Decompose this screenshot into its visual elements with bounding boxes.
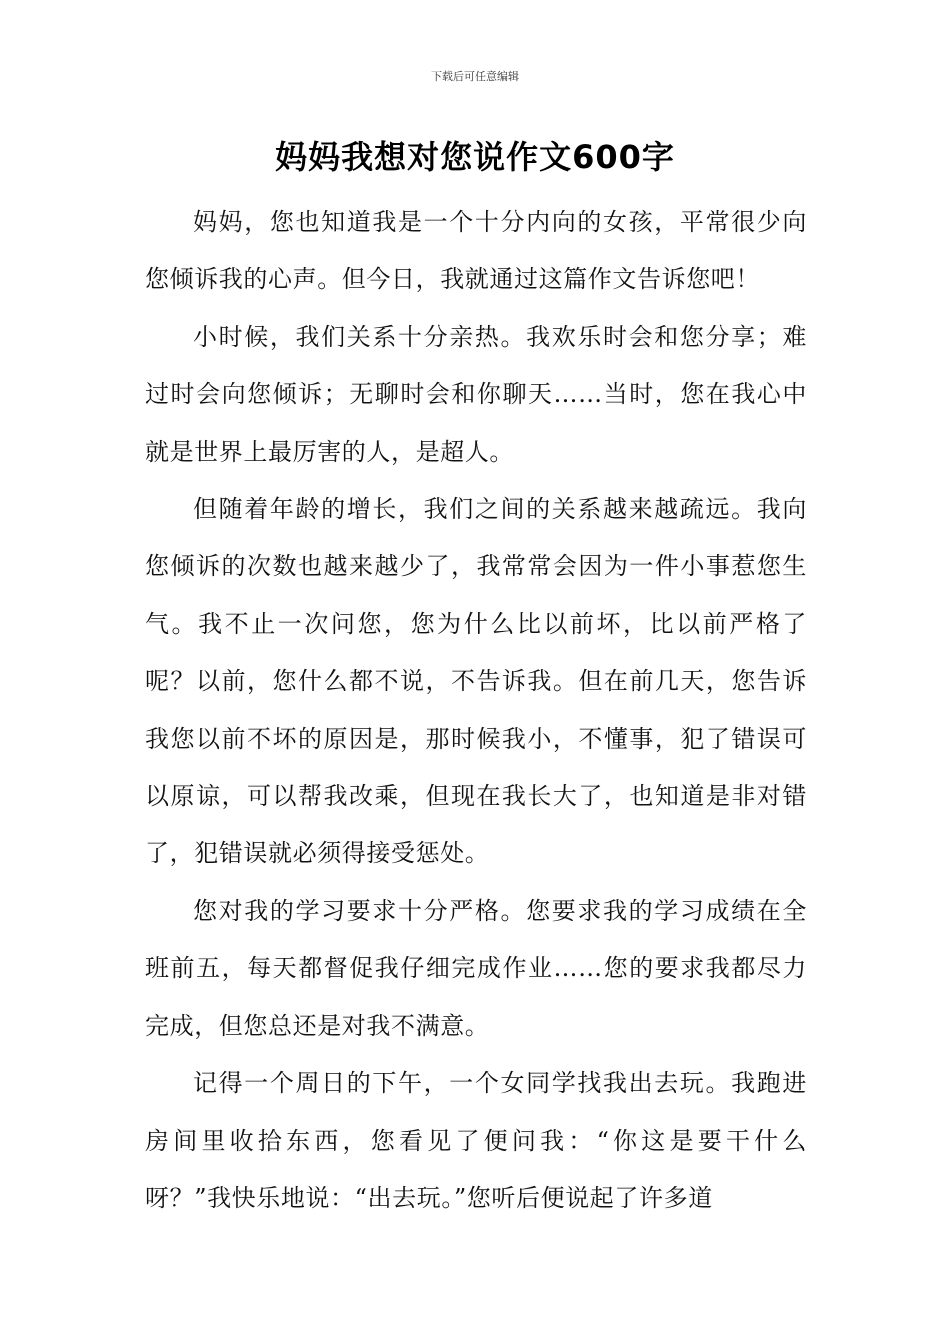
paragraph-5: 记得一个周日的下午，一个女同学找我出去玩。我跑进房间里收拾东西，您看见了便问我：“你这是要干什么呀？”我快乐地说：“出去玩。”您听后便说起了许多道 xyxy=(145,1069,807,1212)
document-body xyxy=(145,194,807,1227)
paragraph-1: 妈妈，您也知道我是一个十分内向的女孩，平常很少向您倾诉我的心声。但今日，我就通过这篇作文告诉您吧！ xyxy=(145,208,807,294)
paragraph-4: 您对我的学习要求十分严格。您要求我的学习成绩在全班前五，每天都督促我仔细完成作业……您的要求我都尽力完成，但您总还是对我不满意。 xyxy=(145,896,807,1040)
paragraph-3: 但随着年龄的增长，我们之间的关系越来越疏远。我向您倾诉的次数也越来越少了，我常常会因为一件小事惹您生气。我不止一次问您，您为什么比以前坏，比以前严格了呢？以前，您什么都不说，不告诉我。但在前几天，您告诉我您以前不坏的原因是，那时候我小，不懂事，犯了错误可以原谅，可以帮我改乘，但现在我长大了，也知道是非对错了，犯错误就必须得接受惩处。 xyxy=(145,495,807,868)
header-note: 下载后可任意编辑 xyxy=(431,70,519,83)
paragraph-2: 小时候，我们关系十分亲热。我欢乐时会和您分享；难过时会向您倾诉；无聊时会和你聊天……当时，您在我心中就是世界上最厉害的人，是超人。 xyxy=(145,322,807,466)
document-title: 妈妈我想对您说作文600字 xyxy=(275,138,675,176)
